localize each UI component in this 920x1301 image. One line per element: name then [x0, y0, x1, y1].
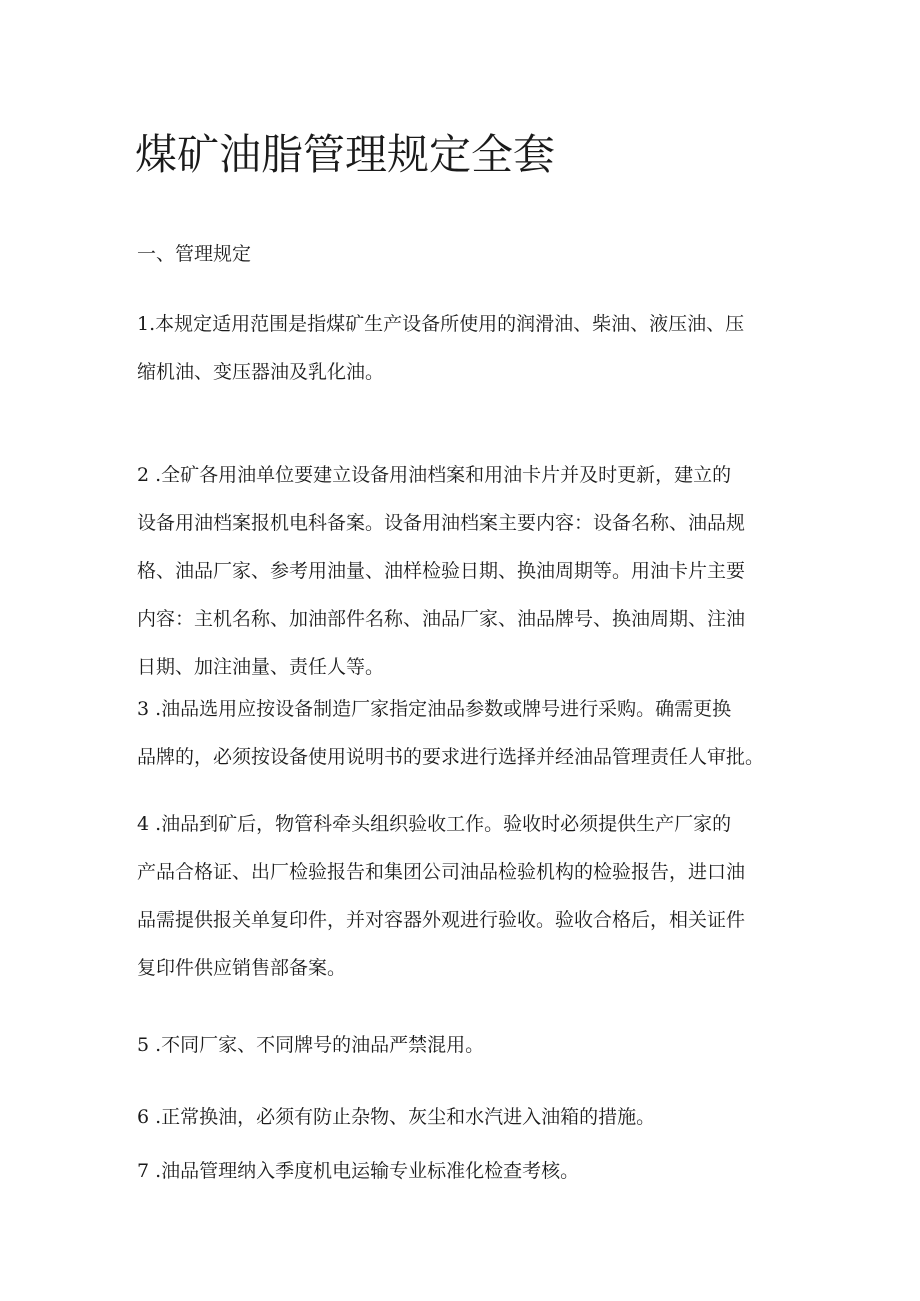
paragraph-line: 日期、加注油量、责任人等。 — [137, 656, 385, 678]
document-title: 煤矿油脂管理规定全套 — [135, 130, 556, 179]
paragraph-2 — [137, 451, 787, 691]
paragraph-5 — [137, 1021, 787, 1069]
paragraph-4 — [137, 800, 787, 992]
paragraph-line: 4 .油品到矿后，物管科牵头组织验收工作。验收时必须提供生产厂家的 — [137, 813, 732, 835]
section-heading: 一、管理规定 — [137, 243, 252, 265]
paragraph-line: 内容：主机名称、加油部件名称、油品厂家、油品牌号、换油周期、注油 — [137, 608, 746, 630]
paragraph-line: 6 .正常换油，必须有防止杂物、灰尘和水汽进入油箱的措施。 — [137, 1106, 656, 1128]
paragraph-3 — [137, 685, 787, 781]
paragraph-line: 1.本规定适用范围是指煤矿生产设备所使用的润滑油、柴油、液压油、压 — [137, 313, 745, 335]
paragraph-line: 3 .油品选用应按设备制造厂家指定油品参数或牌号进行采购。确需更换 — [137, 698, 732, 720]
paragraph-line: 2 .全矿各用油单位要建立设备用油档案和用油卡片并及时更新，建立的 — [137, 464, 732, 486]
paragraph-6 — [137, 1093, 787, 1141]
paragraph-line: 7 .油品管理纳入季度机电运输专业标准化检查考核。 — [137, 1160, 580, 1182]
paragraph-line: 缩机油、变压器油及乳化油。 — [137, 361, 385, 383]
paragraph-line: 品牌的，必须按设备使用说明书的要求进行选择并经油品管理责任人审批。 — [137, 746, 765, 768]
paragraph-line: 格、油品厂家、参考用油量、油样检验日期、换油周期等。用油卡片主要 — [137, 560, 746, 582]
paragraph-line: 5 .不同厂家、不同牌号的油品严禁混用。 — [137, 1034, 485, 1056]
paragraph-7 — [137, 1147, 787, 1195]
paragraph-line: 产品合格证、出厂检验报告和集团公司油品检验机构的检验报告，进口油 — [137, 861, 746, 883]
paragraph-line: 复印件供应销售部备案。 — [137, 957, 347, 979]
paragraph-line: 设备用油档案报机电科备案。设备用油档案主要内容：设备名称、油品规 — [137, 512, 746, 534]
paragraph-1 — [137, 300, 787, 396]
paragraph-line: 品需提供报关单复印件，并对容器外观进行验收。验收合格后，相关证件 — [137, 909, 746, 931]
